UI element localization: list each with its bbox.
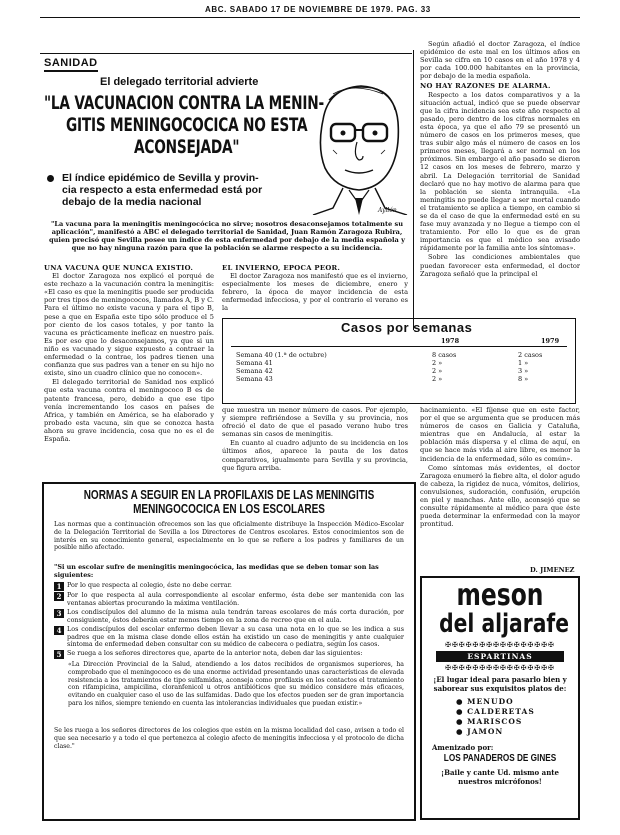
normas-box	[42, 482, 416, 821]
item-number: 4	[54, 626, 64, 635]
page-header: ABC. SABADO 17 DE NOVIEMBRE DE 1979. PAG. 33	[205, 5, 431, 14]
article-col-2	[222, 264, 408, 314]
col3-subhead: NO HAY RAZONES DE ALARMA.	[420, 82, 551, 91]
caricature-illustration	[303, 80, 411, 215]
row-1979: 1 »	[518, 359, 529, 367]
headline-line-1: "LA VACUNACION CONTRA LA MENIN-	[44, 92, 324, 114]
ad-dish: ● MENUDO	[456, 697, 514, 706]
row-1978: 2 »	[432, 359, 443, 367]
table-row	[233, 367, 545, 375]
normas-item	[54, 592, 404, 608]
item-number: 1	[54, 582, 64, 591]
dot-icon: ●	[456, 717, 468, 726]
article-byline: D. JIMENEZ	[530, 566, 575, 574]
normas-quote: «La Dirección Provincial de la Salud, atendiendo a los datos recibidos de organismos superiores, ha comprobado que el meningococo es de una enorme actividad presentando unas características de elevada resistencia a los tratamientos de tipo sulfamidas, aconseja como profilaxis en los contactos el tratamiento con rifampicina, ampicilina, cloranfenicol u otros antibióticos que su médico considere más eficaces, evitando en cualquier caso el uso de las sulfamidas. Dado que los efectos pueden ser de gran importancia para los niños, siempre teniendo en cuenta las intolerancias individuales que puedan existir.»	[68, 661, 404, 707]
ad-title-line-2: del aljarafe	[439, 609, 569, 639]
article-lead: "La vacuna para la meningitis meningocócica no sirve; nosotros desaconsejamos totalmente su aplicación", manifestó a ABC el delegado territorial de Sanidad, Juan Ramón Zaragoza Rubira, quien precisó que Sevilla posee un índice de esta enfermedad por debajo de la media española y que no hay ninguna razón para que la población se alarme respecto a su incidencia.	[49, 220, 405, 253]
ad-closing: ¡Baile y cante Ud. mismo ante nuestros micrófonos!	[441, 768, 559, 786]
deck-line-2: cia respecto a esta enfermedad está por	[62, 184, 263, 196]
item-text: Se ruega a los señores directores que, aparte de la anterior nota, deben dar las siguientes:	[67, 649, 363, 658]
normas-item	[54, 582, 404, 591]
ad-ornament-top: ✠✠✠✠✠✠✠✠✠✠✠✠✠✠✠✠	[445, 641, 555, 649]
cases-table-title: Casos por semanas	[341, 320, 473, 335]
bullet-icon	[47, 175, 54, 182]
normas-item	[54, 609, 404, 625]
ad-text: ¡El lugar ideal para pasarlo bien y saborear sus exquisitos platos de:	[433, 675, 567, 693]
col3-para-2: Respecto a los datos comparativos y a la situación actual, indicó que se puede observar que la cifra incidencia sea este año respecto al pasado, pero dentro de los cifras normales en esta época, ya que el año 79 se presentó un número de casos en los primeros meses, que tras subir algo más el número de casos en los primeros meses, llegará a ser normal en los próximos. Sin embargo el año pasado se dieron 12 casos en los meses de febrero, marzo y abril. La Delegación territorial de Sanidad declaró que no hay motivo de alarma para que la población se sienta intranquila. «La meningitis no puede llegar a ser mortal cuando el tratamiento se aplica a tiempo, en cambio si se da el caso de que la enfermedad esté en su fase muy avanzada y no llegue a tiempo con el tratamiento. Por ello lo que es de gran importancia es que el médico sea avisado rápidamente por la familia ante los síntomas».	[420, 90, 580, 253]
normas-outro: Se les ruega a los señores directores de los colegios que estén en la misma localidad del caso, avisen a todo el que sea necesario y a todo el que pertenezca al colegio afecto de meningitis infecciosa y el protocolo de dicha clase."	[54, 727, 404, 750]
item-text: Por lo que respecta al colegio, éste no debe cerrar.	[67, 581, 232, 589]
row-1978: 2 »	[432, 367, 443, 375]
article-col-2b	[222, 406, 408, 476]
table-row	[233, 351, 545, 359]
col3b-para-1: hacinamiento. «El fíjense que en este factor, por el que se argumenta que se producen más números de casos en Galicia y Cataluña, mientras que en Andalucía, al estar la población más dispersa y el clima de aquí, en que se hace más vida al aire libre, es menor la incidencia de la enfermedad, sólo es común».	[420, 406, 580, 463]
normas-title-2: MENINGOCOCICA EN LOS ESCOLARES	[133, 502, 325, 516]
col3-para-1: Según añadió el doctor Zaragoza, el índice epidémico de este mal en los últimos años en Sevilla se cifra en 10 casos en el año 1978 y 4 por cada 100.000 habitantes en la provincia, por debajo de la media española.	[420, 40, 580, 81]
deck-line-3: debajo de la media nacional	[62, 196, 202, 208]
normas-title-1: NORMAS A SEGUIR EN LA PROFILAXIS DE LAS MENINGITIS	[83, 488, 375, 502]
headline-line-3: ACONSEJADA"	[134, 136, 240, 158]
cases-table-year-1978: 1978	[441, 337, 460, 345]
row-label: Semana 41	[236, 359, 273, 367]
col2b-para-1: que muestra un menor número de casos. Por ejemplo, y siempre refiriéndose a Sevilla y su provincia, nos ofreció el dato de que el pasado verano hubo tres semanas sin casos de meningitis.	[222, 406, 408, 439]
item-number: 3	[54, 609, 64, 618]
col1-para-2: El delegado territorial de Sanidad nos explicó que esta vacuna contra el meningococo B es de patente francesa, pero, debido a que ese tipo venía incrementando los casos en países de Africa, y también en América, se ha elaborado y probado esta vacuna, sin que se conozca hasta ahora su grave incidencia, cosa que no es el de España.	[44, 378, 214, 443]
cases-table-rule	[231, 346, 567, 347]
table-row	[233, 359, 545, 367]
row-1978: 8 casos	[432, 351, 457, 359]
row-1979: 2 casos	[518, 351, 543, 359]
article-col-1	[44, 264, 214, 474]
col2-subhead: EL INVIERNO, EPOCA PEOR.	[222, 264, 341, 272]
col3b-para-2: Como síntomas más evidentes, el doctor Zaragoza enumeró la fiebre alta, el dolor agudo de cabeza, la rigidez de nuca, vómitos, delirios, convulsiones, sudoración, confusión, erupción en piel y manchas. Ante ello, aconsejó que se consulte rápidamente al médico para que éste pueda determinar la enfermedad con la mayor prontitud.	[420, 463, 580, 529]
dot-icon: ●	[456, 707, 468, 716]
article-deck	[44, 172, 314, 208]
ad-sponsor: LOS PANADEROS DE GINES	[443, 753, 557, 764]
normas-item	[54, 626, 404, 650]
col1-subhead: UNA VACUNA QUE NUNCA EXISTIO.	[44, 264, 194, 272]
item-text: Los condiscípulos del alumno de la misma aula tendrán tareas escolares de más corta duración, por consiguiente, éstos deberán estar menos tiempo en la zona de recreo que en el aula.	[67, 607, 404, 624]
article-col-3b	[420, 406, 580, 574]
row-1979: 8 »	[518, 375, 529, 383]
cases-table	[233, 351, 545, 383]
item-number: 2	[54, 592, 64, 601]
col1-para-1: El doctor Zaragoza nos explicó el porqué de este rechazo a la vacunación contra la meningitis: «El caso es que la meningitis puede ser producida por tres tipos de meningococos, llamados A, B y C. Para el último no existe vacuna y para el tipo B, pese a que en España este tipo sólo produce el 5 por ciento de los casos totales, y por tanto la vacuna es prácticamente ineficaz en nuestro país. Es por eso que lo desaconsejamos, ya que si un niño es vacunado y sigue expuesto a contraer la enfermedad o la contrae, los padres tienen una confianza que sus padres van a tener en su hijo no existe, sino un cuadro clínico que no conocen».	[44, 272, 214, 378]
meson-advert	[420, 576, 580, 820]
ad-dish: ● MARISCOS	[456, 717, 523, 726]
section-label: SANIDAD	[44, 57, 98, 72]
ad-dish: ● JAMON	[456, 727, 504, 736]
normas-item	[54, 650, 404, 659]
row-label: Semana 42	[236, 367, 273, 375]
col2b-para-2: En cuanto al cuadro adjunto de su incidencia en los últimos años, aparece la pauta de los datos comparativos, igualmente para Sevilla y su provincia, que figura arriba.	[222, 439, 408, 472]
header-rule	[40, 17, 580, 18]
article-kicker: El delegado territorial advierte	[100, 76, 259, 88]
ad-sponsor-label: Amenizado por:	[432, 743, 494, 752]
normas-lead: "Si un escolar sufre de meningitis meningocócica, las medidas que se deben tomar son las siguientes:	[54, 563, 379, 579]
caricature-credit: Ayllón	[378, 207, 397, 214]
item-text: Por lo que respecta al aula correspondiente al escolar enfermo, ésta debe ser mantenida con las ventanas abiertas procurando la máxima ventilación.	[67, 591, 404, 607]
cases-table-box	[222, 318, 576, 404]
col3-para-3: Sobre las condiciones ambientales que puedan favorecer esta enfermedad, el doctor Zaragoza señaló que la principal el	[420, 253, 580, 278]
table-row	[233, 375, 545, 383]
item-number: 5	[54, 650, 64, 659]
col2-para-1: El doctor Zaragoza nos manifestó que es el invierno, especialmente los meses de diciembre, enero y febrero, la época de mayor incidencia de esta enfermedad infecciosa, y por el contrario el verano es la	[222, 272, 408, 313]
cases-table-year-1979: 1979	[541, 337, 560, 345]
left-top-rule	[40, 53, 412, 54]
row-label: Semana 40 (1.ª de octubre)	[236, 351, 327, 359]
dot-icon: ●	[456, 727, 468, 736]
ad-dish: ● CALDERETAS	[456, 707, 535, 716]
normas-intro: Las normas que a continuación ofrecemos son las que oficialmente distribuye la Inspección Médico-Escolar de la Delegación Territorial de Sevilla a los Directores de Centros escolares. Estos conocimientos son de interés en su conocimiento general, especialmente en lo que se refiere a los padres y familiares de un posible niño afectado.	[54, 521, 404, 552]
dot-icon: ●	[456, 697, 468, 706]
headline-line-2: GITIS MENINGOCOCICA NO ESTA	[66, 114, 308, 136]
row-label: Semana 43	[236, 375, 273, 383]
article-col-3	[420, 40, 580, 340]
deck-line-1: El índice epidémico de Sevilla y provin-	[62, 172, 259, 184]
row-1979: 3 »	[518, 367, 529, 375]
row-1978: 2 »	[432, 375, 443, 383]
ad-ornament-bottom: ✠✠✠✠✠✠✠✠✠✠✠✠✠✠✠✠	[445, 664, 555, 672]
ad-ribbon: ESPARTINAS	[436, 651, 564, 662]
item-text: Los condiscípulos del escolar enfermo deben llevar a su casa una nota en lo que se les indica a sus padres que en la misma clase donde ellos están ha existido un caso de meningitis y ante cualquier síntoma de enfermedad deben consultar con su médico de cabecera o pediatra, según los casos.	[67, 624, 404, 649]
ad-title-line-1: meson	[456, 578, 544, 613]
